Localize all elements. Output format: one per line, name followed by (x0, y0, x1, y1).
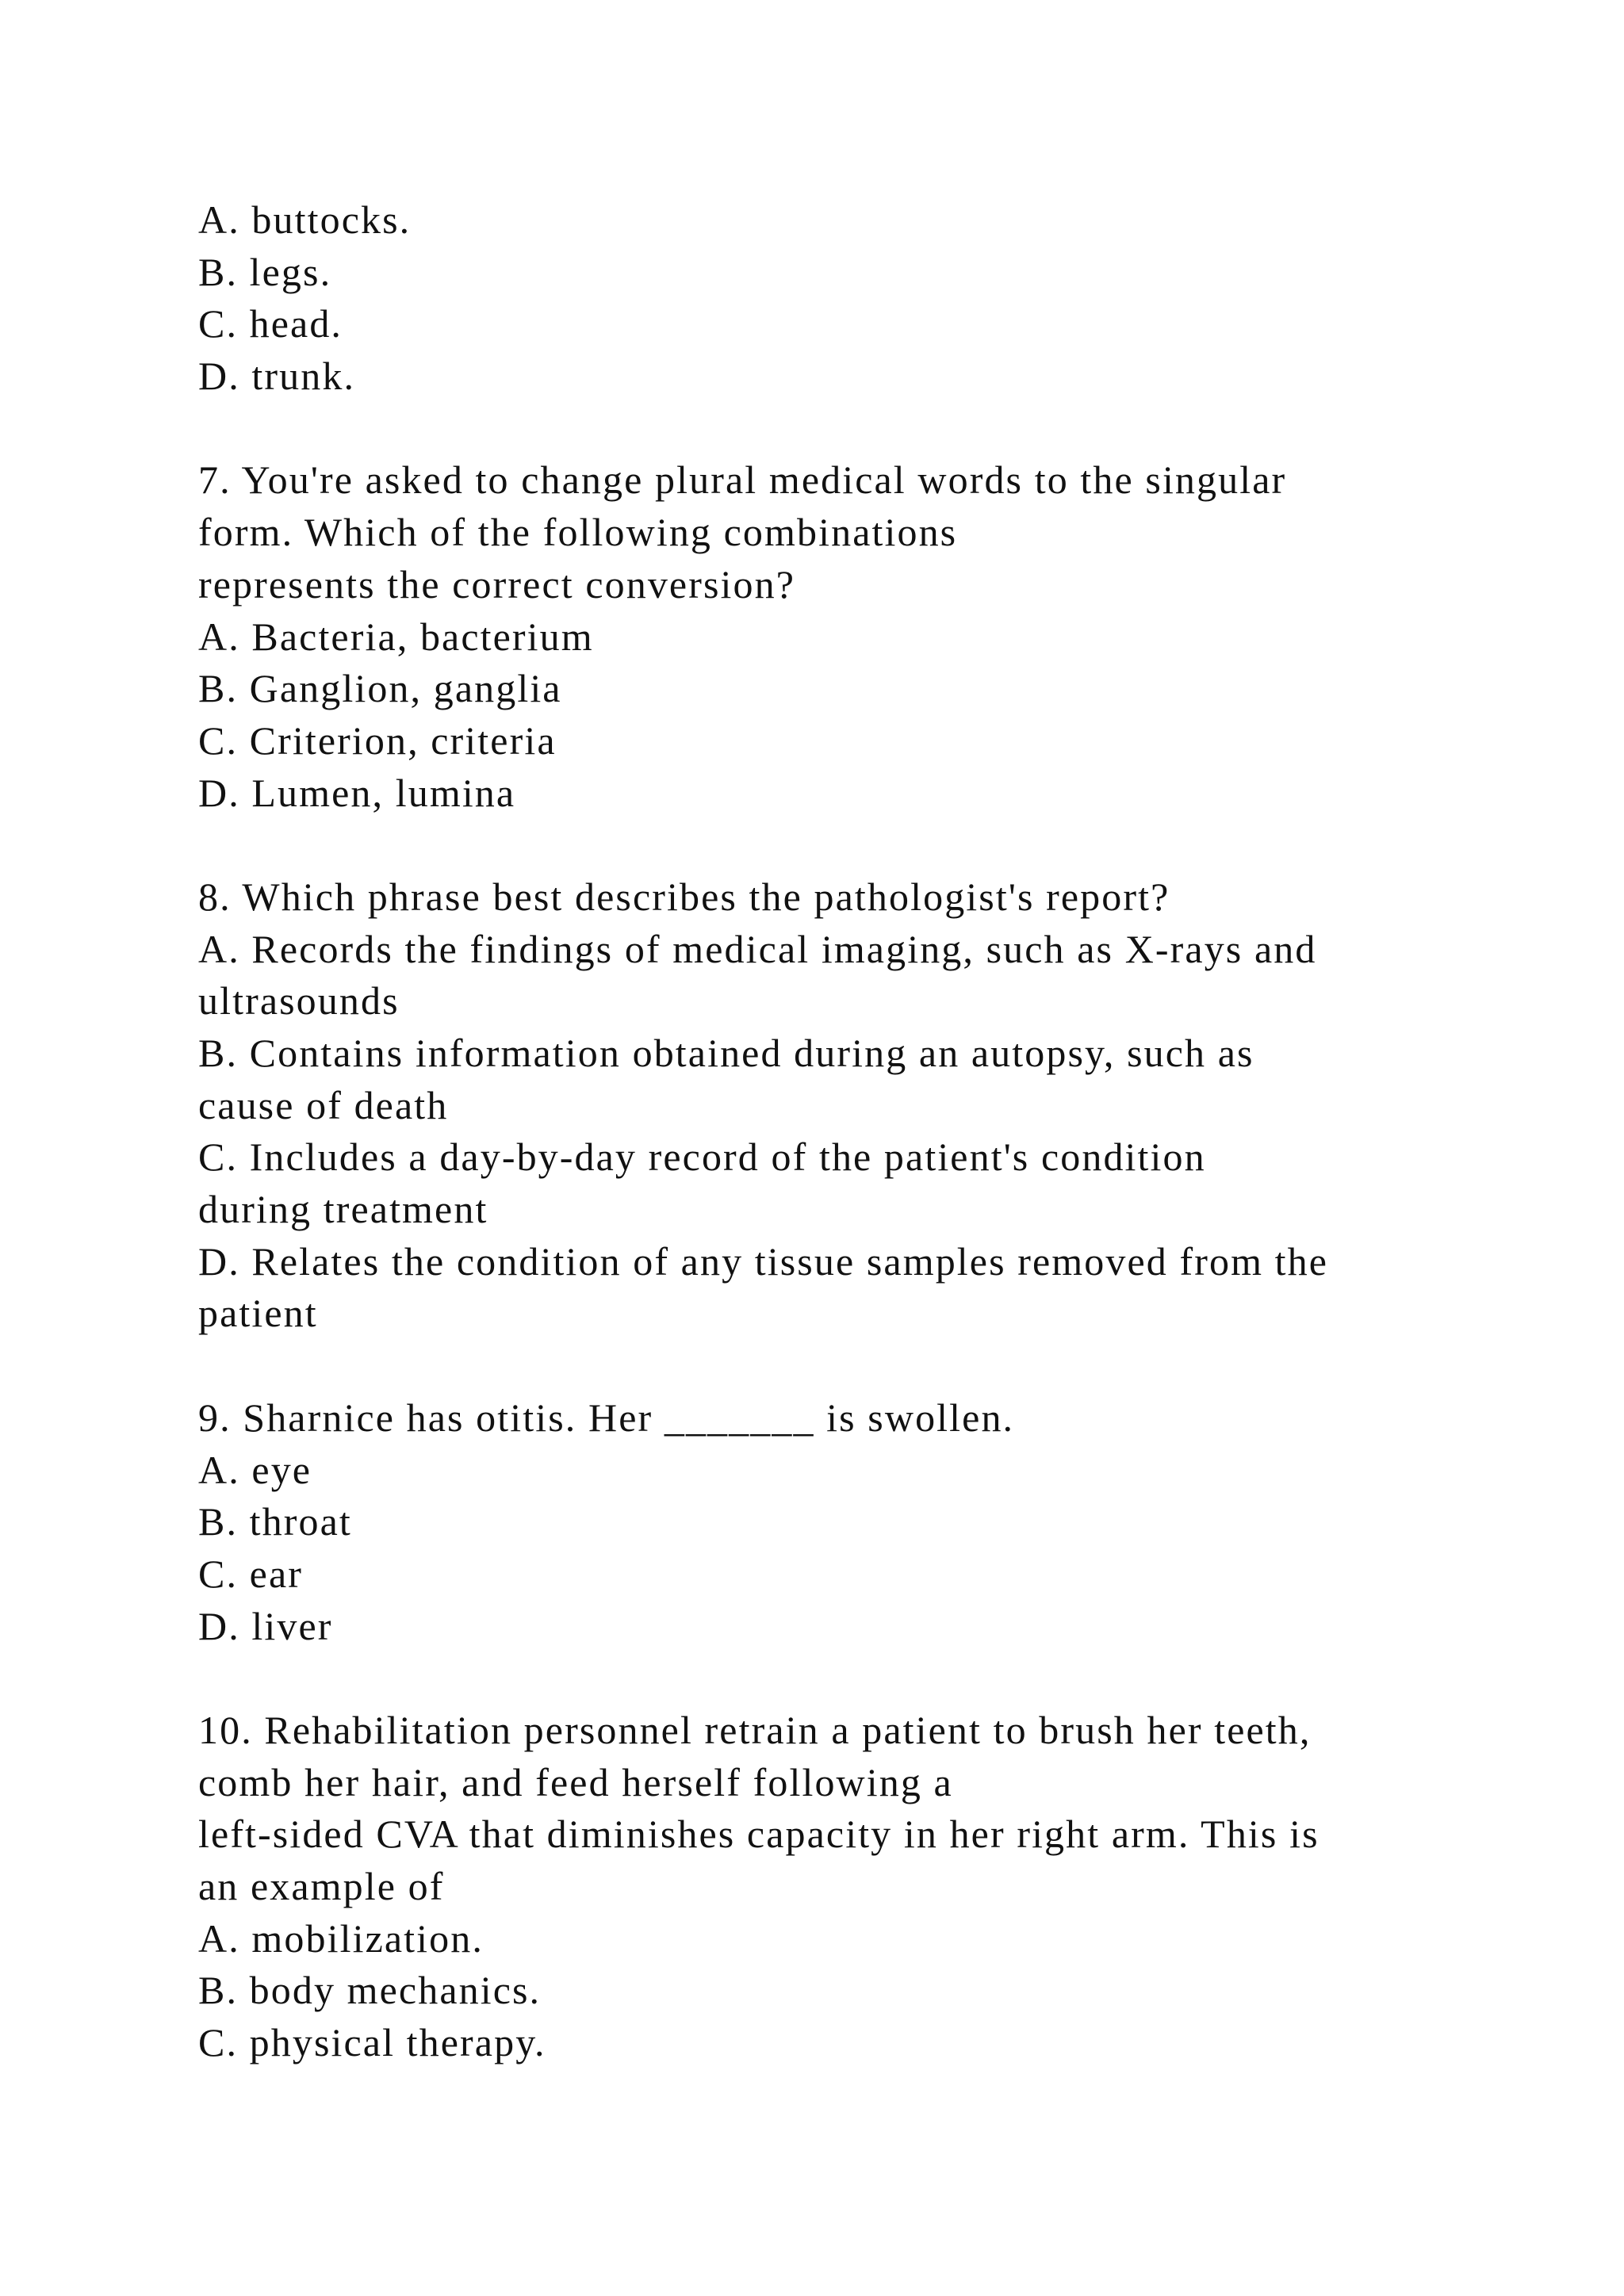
answer-option: B. throat (198, 1499, 352, 1544)
answer-option: C. Criterion, criteria (198, 718, 557, 763)
answer-option-line: A. Records the findings of medical imaging, such as X-rays and (198, 926, 1317, 971)
answer-option: D. Lumen, lumina (198, 770, 516, 815)
question-stem-line: represents the correct conversion? (198, 561, 796, 607)
question-9 (198, 1392, 1530, 1652)
answer-option: A. eye (198, 1447, 312, 1492)
question-stem-line: form. Which of the following combinations (198, 510, 958, 555)
question-stem-line: 9. Sharnice has otitis. Her _______ is swollen. (198, 1395, 1015, 1440)
answer-option: B. body mechanics. (198, 1968, 542, 2013)
answer-option: C. physical therapy. (198, 2020, 546, 2065)
paragraph-gap (198, 403, 1530, 455)
answer-option: D. trunk. (198, 354, 356, 399)
question-stem-line: left-sided CVA that diminishes capacity in her right arm. This is (198, 1812, 1320, 1857)
answer-option-line: ultrasounds (198, 978, 400, 1024)
answer-option: A. mobilization. (198, 1915, 484, 1961)
answer-option-line: D. Relates the condition of any tissue samples removed from the (198, 1238, 1329, 1284)
answer-option-line: during treatment (198, 1187, 488, 1232)
answer-option: B. legs. (198, 249, 332, 294)
answer-option: C. ear (198, 1551, 303, 1596)
question-8 (198, 871, 1530, 1340)
answer-option-line: B. Contains information obtained during an autopsy, such as (198, 1031, 1254, 1075)
answer-option: C. head. (198, 301, 343, 346)
answer-option: D. liver (198, 1603, 333, 1648)
paragraph-gap (198, 1652, 1530, 1705)
answer-option: B. Ganglion, ganglia (198, 666, 562, 711)
question-7 (198, 454, 1530, 819)
answer-option: A. buttocks. (198, 197, 412, 242)
question-stem-line: comb her hair, and feed herself following a (198, 1759, 953, 1804)
question-stem-line: 10. Rehabilitation personnel retrain a patient to brush her teeth, (198, 1707, 1312, 1752)
question-6-options-continued (198, 194, 1530, 403)
document-page (198, 194, 1530, 2069)
answer-option-line: cause of death (198, 1082, 449, 1127)
question-stem-line: 8. Which phrase best describes the pathologist's report? (198, 874, 1170, 919)
paragraph-gap (198, 1340, 1530, 1392)
question-stem-line: 7. You're asked to change plural medical words to the singular (198, 457, 1287, 503)
question-stem-line: an example of (198, 1864, 445, 1908)
question-10 (198, 1705, 1530, 2069)
answer-option-line: patient (198, 1291, 318, 1336)
answer-option-line: C. Includes a day-by-day record of the patient's condition (198, 1135, 1206, 1180)
answer-option: A. Bacteria, bacterium (198, 614, 594, 659)
paragraph-gap (198, 819, 1530, 871)
